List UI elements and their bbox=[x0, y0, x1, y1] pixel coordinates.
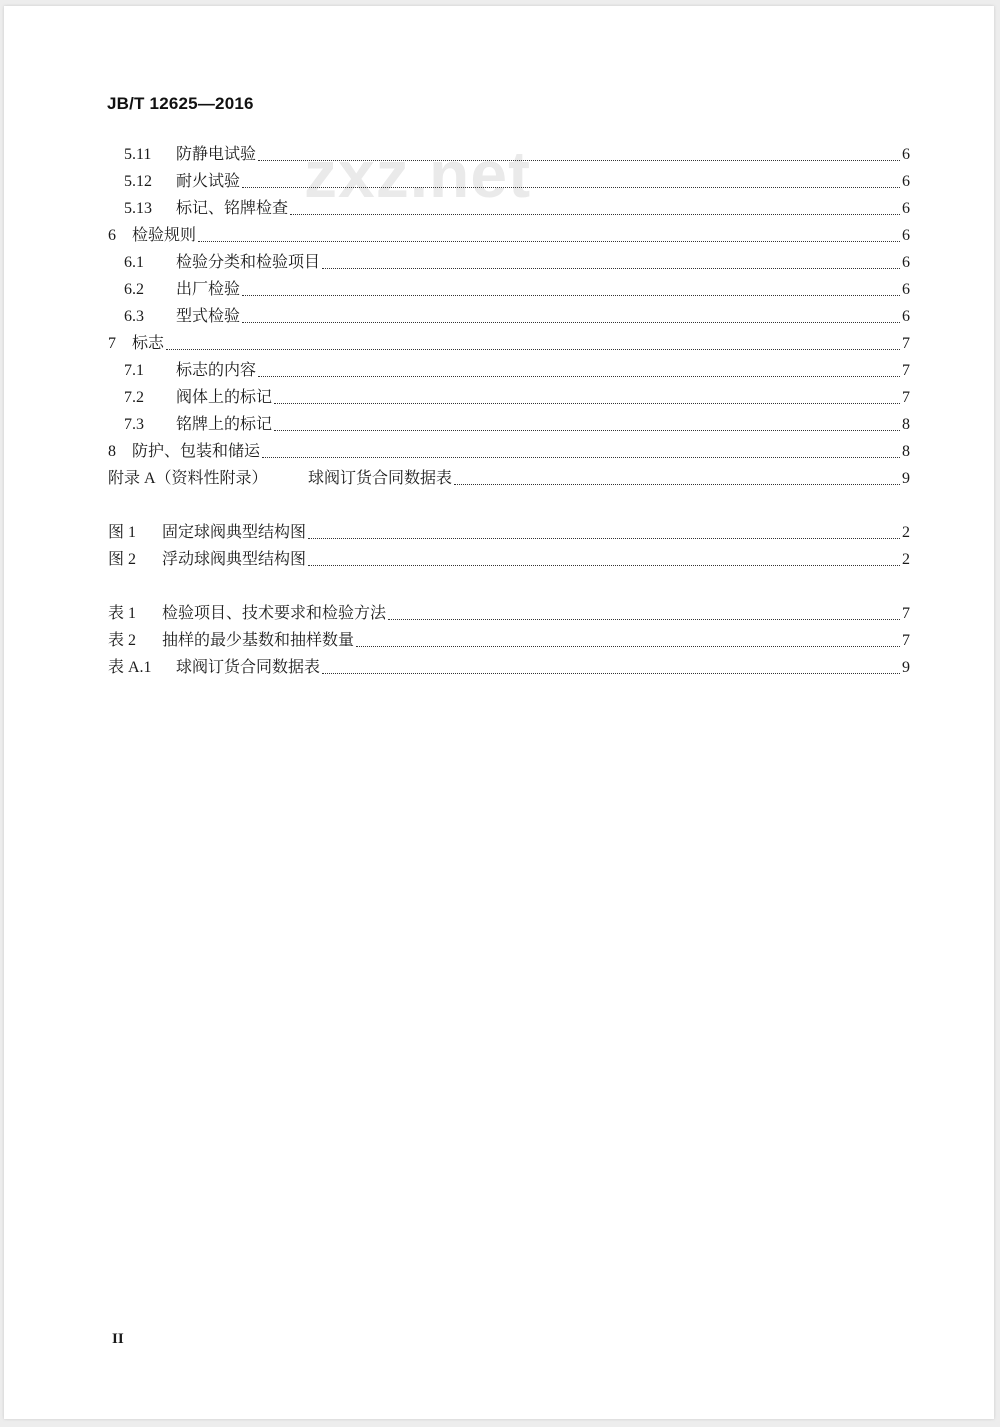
toc-entry-5-12[interactable] bbox=[124, 171, 910, 193]
document-code: JB/T 12625—2016 bbox=[107, 94, 254, 113]
toc-entry-title: 阀体上的标记 bbox=[176, 389, 273, 406]
toc-leader-dots bbox=[308, 565, 900, 566]
toc-entry-5-13[interactable] bbox=[124, 198, 910, 220]
toc-leader-dots bbox=[262, 457, 900, 458]
toc-entry-number: 6.2 bbox=[124, 281, 144, 298]
toc-entry-page: 2 bbox=[902, 524, 910, 541]
toc-entry-appendix-a[interactable] bbox=[108, 468, 910, 490]
toc-entry-number: 5.13 bbox=[124, 200, 152, 217]
toc-entry-title: 检验分类和检验项目 bbox=[176, 254, 321, 271]
toc-entry-page: 7 bbox=[902, 632, 910, 649]
page-number: II bbox=[112, 1331, 124, 1347]
toc-entry-page: 7 bbox=[902, 362, 910, 379]
document-page bbox=[4, 6, 994, 1419]
toc-entry-6[interactable] bbox=[108, 225, 910, 247]
toc-entry-6-2[interactable] bbox=[124, 279, 910, 301]
toc-entry-title: 标志的内容 bbox=[176, 362, 257, 379]
toc-entry-title: 检验项目、技术要求和检验方法 bbox=[162, 605, 387, 622]
toc-entry-5-11[interactable] bbox=[124, 144, 910, 166]
toc-entry-title: 出厂检验 bbox=[176, 281, 241, 298]
toc-entry-page: 6 bbox=[902, 254, 910, 271]
toc-entry-page: 6 bbox=[902, 173, 910, 190]
toc-leader-dots bbox=[242, 187, 900, 188]
toc-leader-dots bbox=[198, 241, 900, 242]
toc-entry-number: 7 bbox=[108, 335, 116, 352]
toc-entry-6-3[interactable] bbox=[124, 306, 910, 328]
toc-entry-number: 6 bbox=[108, 227, 116, 244]
toc-entry-page: 8 bbox=[902, 416, 910, 433]
toc-entry-title: 抽样的最少基数和抽样数量 bbox=[162, 632, 355, 649]
toc-entry-number: 7.1 bbox=[124, 362, 144, 379]
toc-leader-dots bbox=[388, 619, 900, 620]
watermark: zxz.net bbox=[304, 137, 532, 211]
toc-entry-title: 球阀订货合同数据表 bbox=[308, 470, 453, 487]
toc-entry-number: 5.12 bbox=[124, 173, 152, 190]
toc-entry-page: 6 bbox=[902, 308, 910, 325]
toc-leader-dots bbox=[454, 484, 900, 485]
toc-entry-title: 防静电试验 bbox=[176, 146, 257, 163]
toc-entry-number: 7.2 bbox=[124, 389, 144, 406]
toc-entry-number: 图 1 bbox=[108, 524, 137, 541]
toc-leader-dots bbox=[274, 430, 900, 431]
toc-entry-title: 固定球阀典型结构图 bbox=[162, 524, 307, 541]
toc-entry-title: 标记、铭牌检查 bbox=[176, 200, 289, 217]
toc-entry-number: 6.3 bbox=[124, 308, 144, 325]
toc-entry-page: 8 bbox=[902, 443, 910, 460]
toc-entry-page: 6 bbox=[902, 227, 910, 244]
toc-entry-title: 标志 bbox=[132, 335, 165, 352]
toc-entry-title: 浮动球阀典型结构图 bbox=[162, 551, 307, 568]
toc-table-a1[interactable] bbox=[108, 657, 910, 679]
toc-entry-7[interactable] bbox=[108, 333, 910, 355]
toc-entry-number: 表 1 bbox=[108, 605, 137, 622]
toc-leader-dots bbox=[322, 268, 900, 269]
toc-entry-title: 型式检验 bbox=[176, 308, 241, 325]
toc-entry-page: 7 bbox=[902, 335, 910, 352]
toc-entry-title: 耐火试验 bbox=[176, 173, 241, 190]
toc-entry-page: 6 bbox=[902, 146, 910, 163]
toc-leader-dots bbox=[242, 322, 900, 323]
toc-entry-title: 防护、包装和储运 bbox=[132, 443, 261, 460]
toc-leader-dots bbox=[274, 403, 900, 404]
toc-entry-title: 铭牌上的标记 bbox=[176, 416, 273, 433]
toc-leader-dots bbox=[242, 295, 900, 296]
toc-entry-number: 5.11 bbox=[124, 146, 152, 163]
toc-figure-1[interactable] bbox=[108, 522, 910, 544]
toc-leader-dots bbox=[258, 376, 900, 377]
toc-entry-number: 6.1 bbox=[124, 254, 144, 271]
toc-leader-dots bbox=[166, 349, 900, 350]
toc-entry-title: 检验规则 bbox=[132, 227, 197, 244]
toc-entry-number: 表 A.1 bbox=[108, 659, 152, 676]
toc-entry-7-3[interactable] bbox=[124, 414, 910, 436]
toc-entry-8[interactable] bbox=[108, 441, 910, 463]
toc-entry-page: 7 bbox=[902, 389, 910, 406]
toc-entry-number: 图 2 bbox=[108, 551, 137, 568]
toc-figure-2[interactable] bbox=[108, 549, 910, 571]
toc-leader-dots bbox=[290, 214, 900, 215]
toc-table-2[interactable] bbox=[108, 630, 910, 652]
toc-entry-page: 2 bbox=[902, 551, 910, 568]
toc-entry-7-2[interactable] bbox=[124, 387, 910, 409]
toc-entry-title: 球阀订货合同数据表 bbox=[176, 659, 321, 676]
toc-entry-number: 7.3 bbox=[124, 416, 144, 433]
toc-leader-dots bbox=[258, 160, 900, 161]
toc-entry-number: 表 2 bbox=[108, 632, 137, 649]
toc-table-1[interactable] bbox=[108, 603, 910, 625]
toc-entry-number: 附录 A（资料性附录） bbox=[108, 470, 268, 487]
toc-entry-page: 9 bbox=[902, 659, 910, 676]
toc-leader-dots bbox=[356, 646, 900, 647]
toc-entry-page: 7 bbox=[902, 605, 910, 622]
toc-entry-7-1[interactable] bbox=[124, 360, 910, 382]
toc-entry-6-1[interactable] bbox=[124, 252, 910, 274]
toc-entry-page: 6 bbox=[902, 281, 910, 298]
toc-entry-page: 9 bbox=[902, 470, 910, 487]
toc-entry-page: 6 bbox=[902, 200, 910, 217]
toc-leader-dots bbox=[322, 673, 900, 674]
toc-entry-number: 8 bbox=[108, 443, 116, 460]
toc-leader-dots bbox=[308, 538, 900, 539]
